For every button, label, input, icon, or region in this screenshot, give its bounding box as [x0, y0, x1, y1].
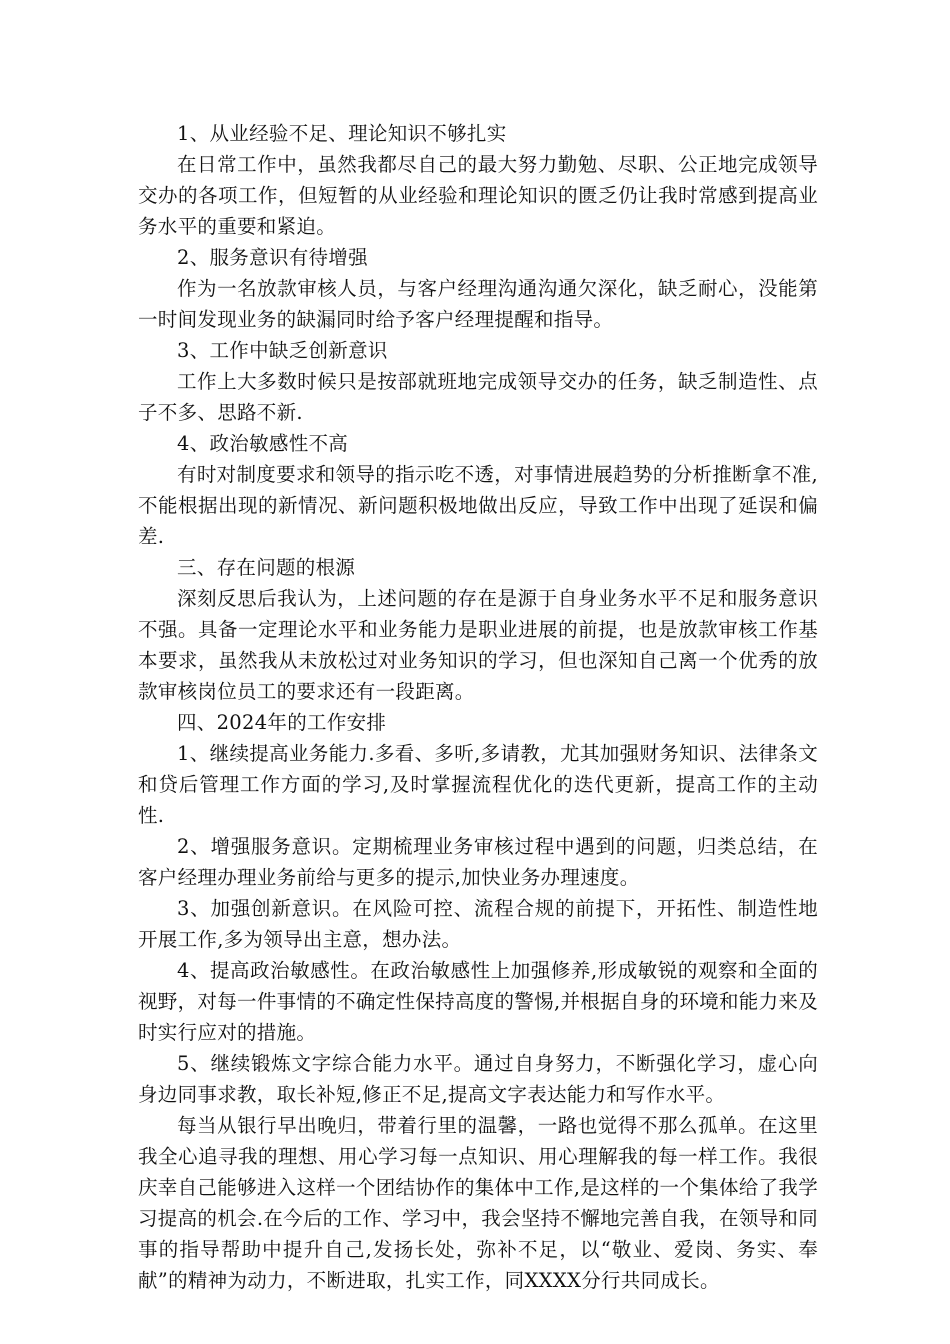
paragraph-closing: 每当从银行早出晚归，带着行里的温馨，一路也觉得不那么孤单。在这里我全心追寻我的理想、用心学习每一点知识、用心理解我的每一样工作。我很庆幸自己能够进入这样一个团结协作的集体中工作,是这样的一个集体给了我学习提高的机会.在今后的工作、学习中，我会坚持不懈地完善自我，在领导和同事的指导帮助中提升自己,发扬长处，弥补不足，以“敬业、爱岗、务实、奉献”的精神为动力，不断进取，扎实工作，同XXXX分行共同成长。 [138, 1114, 818, 1292]
paragraph-innovation: 工作上大多数时候只是按部就班地完成领导交办的任务，缺乏制造性、点子不多、思路不新. [138, 370, 818, 424]
document-body [138, 118, 818, 1296]
heading-work-plan: 四、2024年的工作安排 [177, 711, 387, 734]
heading-political: 4、政治敏感性不高 [177, 432, 349, 455]
paragraph-plan-4: 4、提高政治敏感性。在政治敏感性上加强修养,形成敏锐的观察和全面的视野，对每一件事情的不确定性保持高度的警惕,并根据自身的环境和能力来及时实行应对的措施。 [138, 959, 818, 1044]
paragraph-plan-2: 2、增强服务意识。定期梳理业务审核过程中遇到的问题，归类总结，在客户经理办理业务前给与更多的提示,加快业务办理速度。 [138, 835, 818, 889]
paragraph-plan-5: 5、继续锻炼文字综合能力水平。通过自身努力，不断强化学习，虚心向身边同事求教，取长补短,修正不足,提高文字表达能力和写作水平。 [138, 1052, 818, 1106]
paragraph-plan-1: 1、继续提高业务能力.多看、多听,多请教，尤其加强财务知识、法律条文和贷后管理工作方面的学习,及时掌握流程优化的迭代更新，提高工作的主动性. [138, 742, 818, 827]
paragraph-plan-3: 3、加强创新意识。在风险可控、流程合规的前提下，开拓性、制造性地开展工作,多为领导出主意，想办法。 [138, 897, 818, 951]
paragraph-root-cause: 深刻反思后我认为，上述问题的存在是源于自身业务水平不足和服务意识不强。具备一定理论水平和业务能力是职业进展的前提，也是放款审核工作基本要求，虽然我从未放松过对业务知识的学习，但也深知自己离一个优秀的放款审核岗位员工的要求还有一段距离。 [138, 587, 818, 703]
paragraph-experience: 在日常工作中，虽然我都尽自己的最大努力勤勉、尽职、公正地完成领导交办的各项工作，但短暂的从业经验和理论知识的匮乏仍让我时常感到提高业务水平的重要和紧迫。 [138, 153, 818, 238]
heading-experience: 1、从业经验不足、理论知识不够扎实 [177, 122, 507, 145]
heading-root-cause: 三、存在问题的根源 [177, 556, 356, 579]
heading-innovation: 3、工作中缺乏创新意识 [177, 339, 388, 362]
heading-service: 2、服务意识有待增强 [177, 246, 368, 269]
paragraph-service: 作为一名放款审核人员，与客户经理沟通沟通欠深化，缺乏耐心，没能第一时间发现业务的缺漏同时给予客户经理提醒和指导。 [138, 277, 818, 331]
paragraph-political: 有时对制度要求和领导的指示吃不透，对事情进展趋势的分析推断拿不准,不能根据出现的新情况、新问题积极地做出反应，导致工作中出现了延误和偏差. [138, 463, 818, 548]
